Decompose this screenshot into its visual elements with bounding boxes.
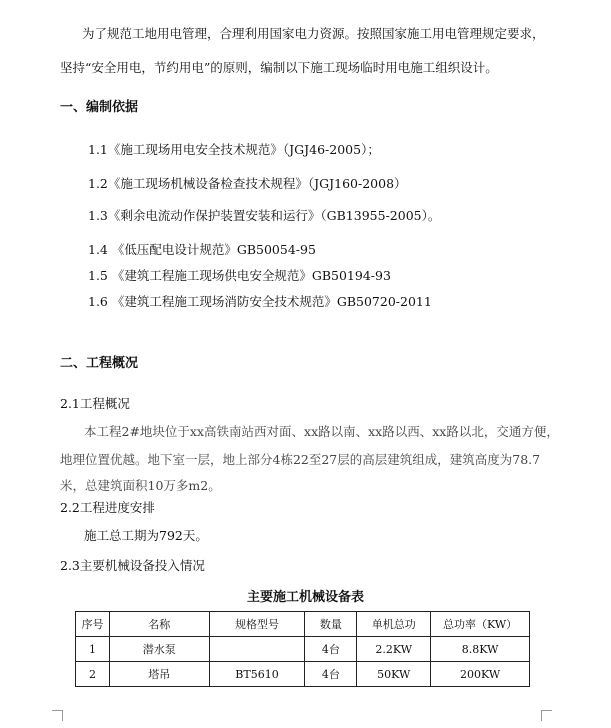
column-header: 数量: [305, 612, 357, 637]
section-heading-overview: 二、工程概况: [60, 356, 139, 371]
basis-item: 1.1《施工现场用电安全技术规范》（JGJ46-2005）；: [88, 142, 380, 157]
table-cell: 4台: [305, 637, 357, 662]
column-header: 总功率（KW）: [431, 612, 530, 637]
table-cell: 2.2KW: [357, 637, 431, 662]
table-cell: 200KW: [431, 662, 530, 687]
overview-text-line: 地理位置优越。地下室一层，地上部分4栋22至27层的高层建筑组成，建筑高度为78.7: [60, 452, 541, 467]
table-cell: 2: [76, 662, 110, 687]
table-cell: 4台: [305, 662, 357, 687]
subsection-title: 2.2工程进度安排: [60, 500, 155, 515]
basis-item: 1.5 《建筑工程施工现场供电安全规范》GB50194-93: [88, 268, 391, 283]
table-cell: 8.8KW: [431, 637, 530, 662]
equipment-table: [75, 611, 530, 687]
crop-mark-bottom-left: [52, 710, 63, 721]
overview-text-line: 米，总建筑面积10万多m2。: [60, 478, 221, 493]
table-cell: 塔吊: [109, 662, 209, 687]
intro-line-1: 为了规范工地用电管理，合理利用国家电力资源。按照国家施工用电管理规定要求，: [82, 26, 545, 41]
table-header-row: [76, 612, 530, 637]
table-cell: 潜水泵: [109, 637, 209, 662]
subsection-title: 2.3主要机械设备投入情况: [60, 558, 205, 573]
table-cell: [209, 637, 305, 662]
table-cell: 50KW: [357, 662, 431, 687]
column-header: 单机总功: [357, 612, 431, 637]
basis-item: 1.4 《低压配电设计规范》GB50054-95: [88, 242, 316, 257]
column-header: 规格型号: [209, 612, 305, 637]
basis-item: 1.3《剩余电流动作保护装置安装和运行》（GB13955-2005）。: [88, 208, 441, 223]
intro-line-2: 坚持“安全用电，节约用电”的原则，编制以下施工现场临时用电施工组织设计。: [60, 60, 498, 75]
table-row: [76, 662, 530, 687]
schedule-text: 施工总工期为792天。: [84, 528, 208, 543]
table-row: [76, 637, 530, 662]
crop-mark-bottom-right: [541, 710, 552, 721]
column-header: 名称: [109, 612, 209, 637]
basis-item: 1.2《施工现场机械设备检查技术规程》（JGJ160-2008）: [88, 176, 407, 191]
subsection-title: 2.1工程概况: [60, 396, 130, 411]
basis-item: 1.6 《建筑工程施工现场消防安全技术规范》GB50720-2011: [88, 294, 432, 309]
table-cell: BT5610: [209, 662, 305, 687]
column-header: 序号: [76, 612, 110, 637]
table-title: 主要施工机械设备表: [246, 590, 364, 605]
table-cell: 1: [76, 637, 110, 662]
section-heading-basis: 一、编制依据: [60, 100, 139, 115]
overview-text-line: 本工程2#地块位于xx高铁南站西对面、xx路以南、xx路以西、xx路以北，交通方便，: [84, 424, 559, 439]
